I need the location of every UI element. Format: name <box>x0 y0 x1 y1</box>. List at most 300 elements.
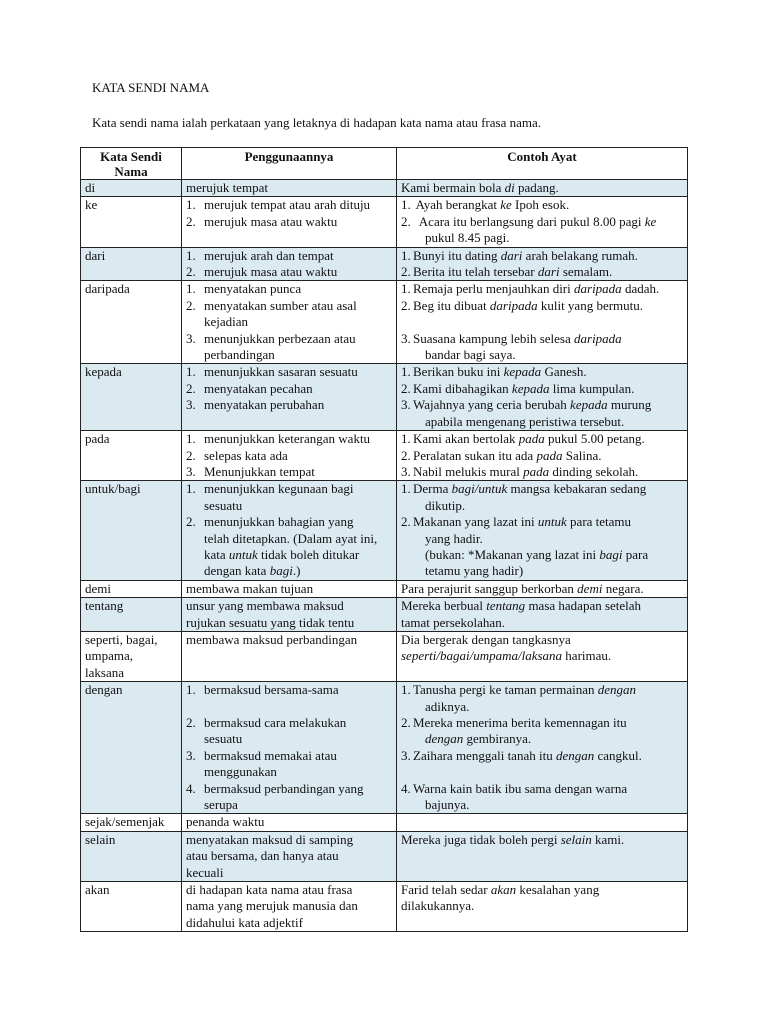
list-number: 1. <box>401 197 411 213</box>
cell-line <box>401 448 683 464</box>
text-segment: menyatakan maksud di samping <box>186 831 354 847</box>
penggunaan-cell <box>182 180 397 197</box>
contoh-ayat-cell <box>397 247 688 281</box>
text-segment: rujukan sesuatu yang tidak tentu <box>186 614 355 630</box>
kata-sendi-word: selain <box>85 831 116 847</box>
text-segment: Dia bergerak dengan tangkasnya <box>401 631 571 647</box>
kata-sendi-word: dengan <box>85 682 123 698</box>
table-row <box>81 682 688 814</box>
cell-line <box>401 230 683 246</box>
contoh-ayat-cell <box>397 281 688 364</box>
table-header-row <box>81 148 688 180</box>
cell-line <box>186 699 392 715</box>
italic-keyword: untuk <box>228 546 258 562</box>
text-segment: sesuatu <box>204 497 243 513</box>
text-segment: kulit yang bermutu. <box>537 297 644 313</box>
contoh-ayat-cell <box>397 180 688 197</box>
cell-line <box>401 797 683 813</box>
cell-line <box>186 848 392 864</box>
list-number: 2. <box>186 447 196 463</box>
penggunaan-cell <box>182 364 397 431</box>
cell-line <box>186 331 392 347</box>
table-row <box>81 882 688 932</box>
cell-line <box>401 715 683 731</box>
cell-line <box>401 248 683 264</box>
kata-sendi-cell <box>81 281 182 364</box>
cell-line <box>401 214 683 230</box>
cell-line <box>401 598 683 614</box>
italic-keyword: kepada <box>503 364 542 380</box>
italic-keyword: demi <box>577 580 603 596</box>
text-segment: dinding sekolah. <box>549 463 639 479</box>
kata-sendi-word: dari <box>85 247 106 263</box>
cell-line <box>186 865 392 881</box>
kata-sendi-cell <box>81 364 182 431</box>
cell-line <box>401 531 683 547</box>
italic-keyword: daripada <box>574 330 622 346</box>
list-number: 3. <box>401 397 411 413</box>
list-number: 1. <box>186 364 196 380</box>
text-segment: menyatakan perubahan <box>204 397 325 413</box>
cell-line <box>186 731 392 747</box>
table-row <box>81 180 688 197</box>
italic-keyword: selain <box>560 831 592 847</box>
text-segment: merujuk masa atau waktu <box>204 264 338 280</box>
cell-line <box>186 781 392 797</box>
cell-line <box>401 547 683 563</box>
cell-line <box>401 682 683 698</box>
cell-line <box>186 915 392 931</box>
cell-line <box>186 180 392 196</box>
cell-line <box>186 298 392 314</box>
text-segment: menyatakan sumber atau asal <box>204 297 357 313</box>
kata-sendi-word: kepada <box>85 364 122 380</box>
kata-sendi-cell <box>81 481 182 580</box>
kata-sendi-word: demi <box>85 580 111 596</box>
cell-line <box>401 397 683 413</box>
contoh-ayat-cell <box>397 631 688 681</box>
cell-line <box>401 314 683 330</box>
cell-line <box>186 748 392 764</box>
cell-line <box>401 197 683 213</box>
table-row <box>81 281 688 364</box>
kata-sendi-cell <box>81 598 182 632</box>
text-segment: Salina. <box>562 447 602 463</box>
cell-line <box>401 563 683 579</box>
text-segment: Warna kain batik ibu sama dengan warna <box>413 780 628 796</box>
list-number: 3. <box>401 330 411 346</box>
italic-keyword: dengan <box>555 747 595 763</box>
text-segment: Ganesh. <box>541 364 587 380</box>
cell-line <box>186 314 392 330</box>
text-segment: pukul 8.45 pagi. <box>425 230 510 246</box>
table-row <box>81 631 688 681</box>
text-segment: Mereka juga tidak boleh pergi <box>401 831 561 847</box>
cell-line <box>401 498 683 514</box>
text-segment: merujuk masa atau waktu <box>204 213 338 229</box>
list-number: 2. <box>401 380 411 396</box>
cell-line <box>186 581 392 597</box>
list-number: 2. <box>186 380 196 396</box>
kata-sendi-word: laksana <box>85 664 124 680</box>
text-segment: padang. <box>514 180 559 195</box>
text-segment: menunjukkan keterangan waktu <box>204 431 371 447</box>
table-row <box>81 247 688 281</box>
text-segment: murung <box>607 397 652 413</box>
text-segment: Kami bermain bola <box>401 180 505 195</box>
penggunaan-cell <box>182 682 397 814</box>
cell-line <box>186 514 392 530</box>
text-segment: pukul 5.00 petang. <box>544 431 645 447</box>
text-segment: merujuk tempat <box>186 180 268 195</box>
italic-keyword: dengan <box>597 682 637 698</box>
cell-line <box>186 882 392 898</box>
text-segment: apabila mengenang peristiwa tersebut. <box>425 413 625 429</box>
list-number: 3. <box>401 747 411 763</box>
italic-keyword: pada <box>518 431 545 447</box>
text-segment: Bunyi itu dating <box>413 247 501 263</box>
cell-line <box>186 547 392 563</box>
italic-keyword: dari <box>537 264 560 280</box>
text-segment: Suasana kampung lebih selesa <box>413 330 575 346</box>
cell-line <box>401 180 683 196</box>
cell-line <box>401 632 683 648</box>
cell-line <box>401 581 683 597</box>
cell-line <box>186 197 392 213</box>
penggunaan-cell <box>182 281 397 364</box>
italic-keyword: di <box>504 180 515 195</box>
cell-line <box>401 464 683 480</box>
italic-keyword: ke <box>644 213 657 229</box>
text-segment: membawa makan tujuan <box>186 580 314 596</box>
kata-sendi-word: ke <box>85 197 98 213</box>
cell-line <box>186 431 392 447</box>
contoh-ayat-cell <box>397 814 688 831</box>
page-title: KATA SENDI NAMA <box>92 80 210 95</box>
text-segment: lima kumpulan. <box>549 380 635 396</box>
text-segment: gembiranya. <box>463 731 532 747</box>
cell-line <box>401 648 683 664</box>
cell-line <box>186 281 392 297</box>
contoh-ayat-cell <box>397 682 688 814</box>
text-segment: menggunakan <box>204 764 277 780</box>
text-segment: adiknya. <box>425 698 470 714</box>
text-segment: nama yang merujuk manusia dan <box>186 898 358 914</box>
text-segment: Beg itu dibuat <box>413 297 490 313</box>
list-number: 1. <box>401 247 411 263</box>
kata-sendi-cell <box>81 631 182 681</box>
text-segment: Mereka berbual <box>401 598 487 614</box>
text-segment: Zaihara menggali tanah itu <box>413 747 556 763</box>
text-segment: tetamu yang hadir) <box>425 563 524 579</box>
cell-line <box>401 364 683 380</box>
contoh-ayat-cell <box>397 364 688 431</box>
penggunaan-cell <box>182 598 397 632</box>
kata-sendi-cell <box>81 682 182 814</box>
list-number: 2. <box>186 514 196 530</box>
kata-sendi-cell <box>81 431 182 481</box>
text-segment: tamat persekolahan. <box>401 614 505 630</box>
cell-line <box>401 615 683 631</box>
cell-line <box>401 264 683 280</box>
list-number: 1. <box>401 481 411 497</box>
italic-keyword: ke <box>500 197 512 213</box>
cell-line <box>186 214 392 230</box>
list-number: 1. <box>186 281 196 297</box>
italic-keyword: daripada <box>574 281 622 297</box>
text-segment: atau bersama, dan hanya atau <box>186 848 339 864</box>
italic-keyword: tentang <box>486 598 526 614</box>
text-segment: bermaksud bersama-sama <box>204 682 339 698</box>
list-number: 2. <box>186 715 196 730</box>
list-number: 1. <box>186 197 196 213</box>
cell-line <box>186 481 392 497</box>
text-segment: Mereka menerima berita kemennagan itu <box>413 715 627 730</box>
kata-sendi-cell <box>81 580 182 597</box>
text-segment <box>401 314 404 329</box>
list-number: 3. <box>186 397 196 413</box>
text-segment: kami. <box>591 831 625 847</box>
text-segment: tidak boleh ditukar <box>257 546 360 562</box>
cell-line <box>186 448 392 464</box>
cell-line <box>401 699 683 715</box>
text-segment: negara. <box>602 580 644 596</box>
cell-line <box>186 347 392 363</box>
cell-line <box>186 248 392 264</box>
text-segment: para <box>622 546 649 562</box>
cell-line <box>186 598 392 614</box>
text-segment: menyatakan pecahan <box>204 380 313 396</box>
cell-line <box>401 431 683 447</box>
list-number: 1. <box>401 431 411 447</box>
text-segment: didahului kata adjektif <box>186 914 303 930</box>
italic-keyword: kepada <box>570 397 608 413</box>
text-segment: Farid telah sedar <box>401 882 491 898</box>
list-number: 3. <box>186 747 196 763</box>
text-segment: bermaksud cara melakukan <box>204 715 347 730</box>
text-segment: arah belakang rumah. <box>522 247 638 263</box>
text-segment: Kami dibahagikan <box>413 380 512 396</box>
cell-line <box>186 814 392 830</box>
cell-line <box>401 748 683 764</box>
text-segment: menyatakan punca <box>204 281 302 297</box>
contoh-ayat-cell <box>397 598 688 632</box>
list-number: 2. <box>186 297 196 313</box>
text-segment: Makanan yang lazat ini <box>413 514 538 530</box>
italic-keyword: bagi <box>269 563 293 579</box>
text-segment: kata <box>204 546 229 562</box>
kata-sendi-cell <box>81 814 182 831</box>
kata-sendi-cell <box>81 180 182 197</box>
cell-line <box>401 832 683 848</box>
italic-keyword: dengan <box>425 731 464 747</box>
text-segment: Kami akan bertolak <box>413 431 519 447</box>
list-number: 1. <box>401 682 411 698</box>
text-segment: bermaksud memakai atau <box>204 747 337 763</box>
text-segment: kejadian <box>204 314 249 330</box>
text-segment: menunjukkan kegunaan bagi <box>204 481 354 497</box>
kata-sendi-word: tentang <box>85 598 124 614</box>
contoh-ayat-cell <box>397 831 688 881</box>
italic-keyword: untuk <box>537 514 567 530</box>
table-row <box>81 831 688 881</box>
text-segment: Peralatan sukan itu ada <box>413 447 537 463</box>
cell-line <box>186 397 392 413</box>
cell-line <box>186 764 392 780</box>
text-segment <box>186 699 189 714</box>
contoh-ayat-cell <box>397 481 688 580</box>
cell-line <box>186 615 392 631</box>
text-segment: masa hadapan setelah <box>525 598 642 614</box>
text-segment: Berita itu telah tersebar <box>413 264 538 280</box>
list-number: 2. <box>186 264 196 280</box>
list-number: 1. <box>186 481 196 497</box>
kata-sendi-word: untuk/bagi <box>85 481 141 497</box>
list-number: 2. <box>401 213 411 229</box>
text-segment: (bukan: *Makanan yang lazat ini <box>425 546 600 562</box>
text-segment: perbandingan <box>204 347 275 363</box>
kata-sendi-word: daripada <box>85 281 130 297</box>
italic-keyword: seperti/bagai/umpama/laksana <box>401 648 563 664</box>
kata-sendi-cell <box>81 831 182 881</box>
text-segment: mangsa kebakaran sedang <box>507 481 647 497</box>
penggunaan-cell <box>182 814 397 831</box>
list-number: 3. <box>401 463 411 479</box>
penggunaan-cell <box>182 580 397 597</box>
text-segment: .) <box>292 563 301 579</box>
text-segment: kesalahan yang <box>516 882 600 898</box>
text-segment: kecuali <box>186 864 224 880</box>
contoh-ayat-cell <box>397 580 688 597</box>
text-segment: Berikan buku ini <box>413 364 504 380</box>
cell-line <box>401 764 683 780</box>
text-segment: Wajahnya yang ceria berubah <box>413 397 571 413</box>
list-number: 4. <box>401 780 411 796</box>
cell-line <box>401 514 683 530</box>
list-number: 1. <box>186 431 196 447</box>
text-segment: bermaksud perbandingan yang <box>204 780 364 796</box>
text-segment: bajunya. <box>425 797 470 813</box>
cell-line <box>186 364 392 380</box>
text-segment <box>401 764 404 779</box>
cell-line <box>186 464 392 480</box>
cell-line <box>401 898 683 914</box>
list-number: 3. <box>186 463 196 479</box>
table-row <box>81 814 688 831</box>
list-number: 1. <box>401 281 411 297</box>
italic-keyword: bagi <box>599 546 623 562</box>
cell-line <box>401 481 683 497</box>
cell-line <box>186 715 392 731</box>
cell-line <box>401 781 683 797</box>
text-segment: Derma <box>413 481 452 497</box>
list-number: 4. <box>186 780 196 796</box>
list-number: 2. <box>401 715 411 730</box>
list-number: 1. <box>186 682 196 698</box>
list-number: 2. <box>401 514 411 530</box>
italic-keyword: pada <box>523 463 550 479</box>
cell-line <box>186 531 392 547</box>
contoh-ayat-cell <box>397 197 688 247</box>
intro-paragraph: Kata sendi nama ialah perkataan yang letaknya di hadapan kata nama atau frasa nama. <box>92 115 542 130</box>
text-segment: merujuk tempat atau arah dituju <box>204 197 371 213</box>
cell-line <box>186 632 392 648</box>
italic-keyword: dari <box>500 247 523 263</box>
text-segment: selepas kata ada <box>204 447 288 463</box>
kata-sendi-cell <box>81 247 182 281</box>
text-segment: penanda waktu <box>186 814 265 830</box>
table-row <box>81 481 688 580</box>
text-segment: dengan kata <box>204 563 270 579</box>
table-row <box>81 580 688 597</box>
text-segment: dikutip. <box>425 497 466 513</box>
table-row <box>81 598 688 632</box>
header-penggunaan: Penggunaannya <box>182 148 397 180</box>
cell-line <box>401 331 683 347</box>
cell-line <box>401 281 683 297</box>
list-number: 2. <box>401 297 411 313</box>
kata-sendi-word: sejak/semenjak <box>85 814 165 830</box>
penggunaan-cell <box>182 831 397 881</box>
table-row <box>81 431 688 481</box>
text-segment: serupa <box>204 797 238 813</box>
header-kata-sendi: Kata Sendi Nama <box>81 148 182 180</box>
text-segment: Ipoh esok. <box>511 197 570 213</box>
kata-sendi-table <box>80 147 688 932</box>
text-segment: menunjukkan bahagian yang <box>204 514 354 530</box>
text-segment: semalam. <box>559 264 613 280</box>
text-segment: merujuk arah dan tempat <box>204 247 334 263</box>
contoh-ayat-cell <box>397 882 688 932</box>
text-segment: sesuatu <box>204 731 243 747</box>
text-segment: membawa maksud perbandingan <box>186 631 358 647</box>
contoh-ayat-cell <box>397 431 688 481</box>
cell-line <box>401 347 683 363</box>
cell-line <box>401 882 683 898</box>
italic-keyword: pada <box>536 447 563 463</box>
cell-line <box>186 832 392 848</box>
text-segment: cangkul. <box>594 747 642 763</box>
italic-keyword: daripada <box>489 297 538 313</box>
cell-line <box>401 414 683 430</box>
text-segment: bandar bagi saya. <box>425 347 516 363</box>
cell-line <box>186 381 392 397</box>
kata-sendi-cell <box>81 882 182 932</box>
list-number: 2. <box>401 264 411 280</box>
text-segment: Menunjukkan tempat <box>204 463 315 479</box>
cell-line <box>401 298 683 314</box>
kata-sendi-cell <box>81 197 182 247</box>
list-number: 2. <box>186 213 196 229</box>
cell-line <box>186 682 392 698</box>
penggunaan-cell <box>182 481 397 580</box>
text-segment: Tanusha pergi ke taman permainan <box>413 682 598 698</box>
text-segment: dadah. <box>621 281 660 297</box>
text-segment: Ayah berangkat <box>413 197 501 213</box>
kata-sendi-word: di <box>85 180 96 195</box>
list-number: 2. <box>401 447 411 463</box>
list-number: 1. <box>186 247 196 263</box>
italic-keyword: akan <box>490 882 517 898</box>
text-segment: di hadapan kata nama atau frasa <box>186 882 353 898</box>
text-segment: telah ditetapkan. (Dalam ayat ini, <box>204 530 378 546</box>
table-row <box>81 364 688 431</box>
text-segment: yang hadir. <box>425 530 483 546</box>
text-segment: harimau. <box>562 648 612 664</box>
kata-sendi-word: pada <box>85 431 110 447</box>
cell-line <box>401 731 683 747</box>
text-segment: dilakukannya. <box>401 898 475 914</box>
